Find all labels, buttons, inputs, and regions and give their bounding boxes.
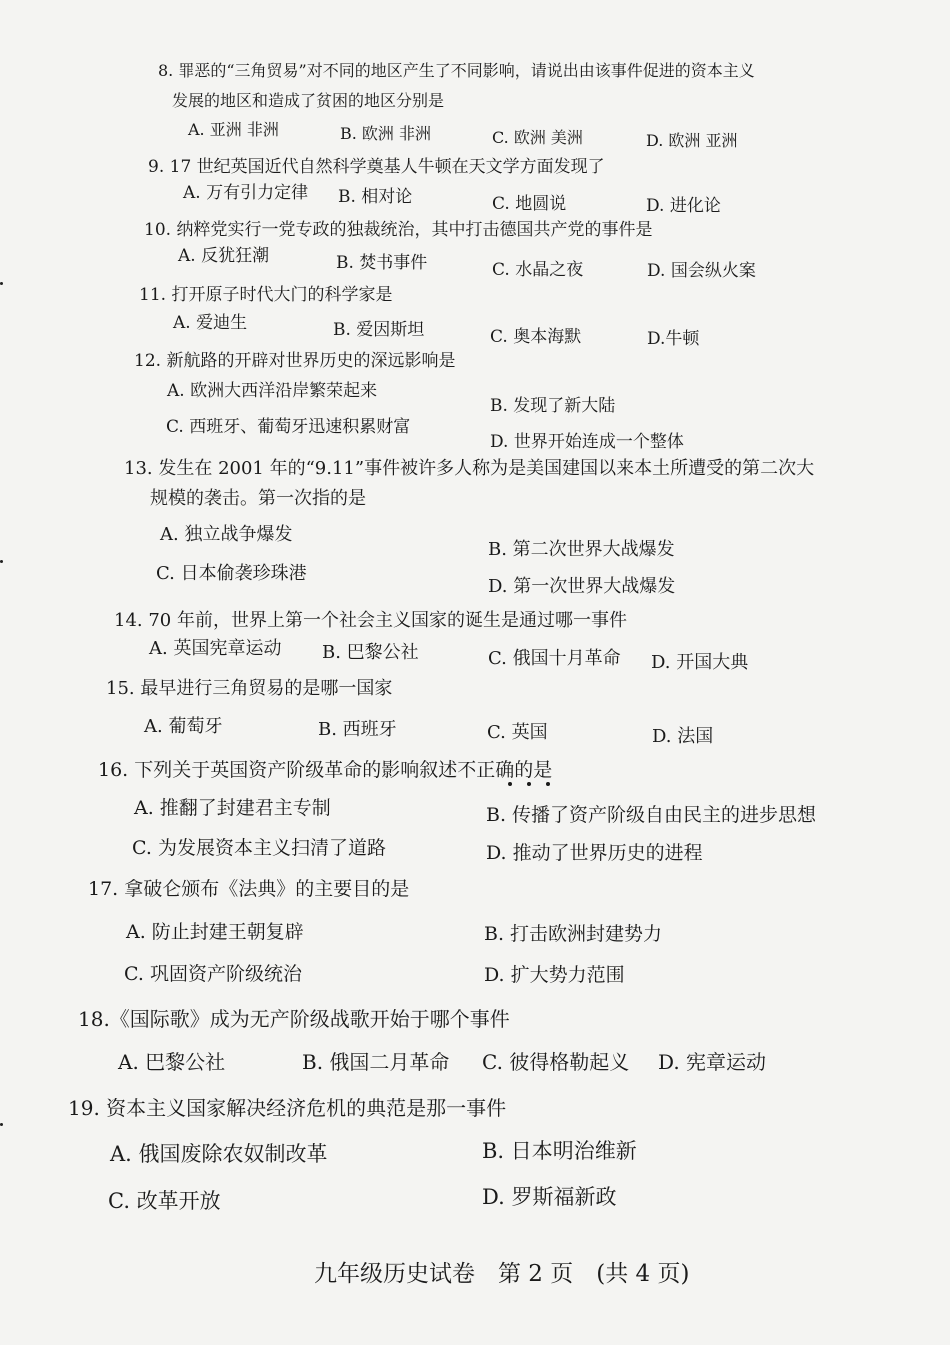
question-15-option-d: D. 法国 [652, 726, 714, 747]
question-14-option-a: A. 英国宪章运动 [149, 638, 282, 659]
question-9-stem: 9. 17 世纪英国近代自然科学奠基人牛顿在天文学方面发现了 [148, 157, 605, 177]
question-15-option-b: B. 西班牙 [318, 719, 397, 740]
question-12-option-d: D. 世界开始连成一个整体 [490, 432, 684, 452]
question-14-stem: 14. 70 年前，世界上第一个社会主义国家的诞生是通过哪一事件 [114, 610, 627, 631]
question-17-stem: 17. 拿破仑颁布《法典》的主要目的是 [88, 878, 410, 900]
question-14-option-c: C. 俄国十月革命 [488, 648, 621, 669]
question-9-option-b: B. 相对论 [338, 187, 413, 207]
question-19-option-d: D. 罗斯福新政 [482, 1185, 617, 1209]
question-9-option-c: C. 地圆说 [492, 194, 567, 214]
question-13-option-a: A. 独立战争爆发 [160, 524, 293, 545]
emphasis-dot [546, 782, 550, 786]
question-11-option-b: B. 爱因斯坦 [333, 320, 425, 340]
question-11-option-c: C. 奥本海默 [490, 327, 582, 347]
scan-mark [0, 282, 3, 285]
page-footer: 九年级历史试卷 第 2 页 (共 4 页) [314, 1261, 690, 1287]
question-17-option-a: A. 防止封建王朝复辟 [126, 921, 304, 943]
question-9-option-d: D. 进化论 [646, 196, 721, 216]
question-18-option-a: A. 巴黎公社 [118, 1050, 226, 1074]
question-10-option-a: A. 反犹狂潮 [178, 246, 270, 266]
question-18-option-d: D. 宪章运动 [658, 1050, 767, 1074]
question-19-option-b: B. 日本明治维新 [482, 1139, 637, 1163]
question-19-option-a: A. 俄国废除农奴制改革 [110, 1142, 328, 1166]
question-12-option-c: C. 西班牙、葡萄牙迅速积累财富 [166, 417, 411, 437]
question-8-stem: 8. 罪恶的“三角贸易”对不同的地区产生了不同影响，请说出由该事件促进的资本主义 [158, 61, 755, 80]
question-16-option-c: C. 为发展资本主义扫清了道路 [132, 837, 386, 859]
question-10-option-c: C. 水晶之夜 [492, 260, 584, 280]
question-14-option-b: B. 巴黎公社 [322, 642, 419, 663]
question-11-option-d: D.牛顿 [647, 329, 700, 349]
question-8-option-b: B. 欧洲 非洲 [340, 124, 432, 143]
question-8-option-d: D. 欧洲 亚洲 [646, 131, 738, 150]
scan-mark [0, 1123, 3, 1126]
question-9-option-a: A. 万有引力定律 [183, 183, 309, 203]
question-14-option-d: D. 开国大典 [651, 652, 749, 673]
question-10-option-b: B. 焚书事件 [336, 253, 428, 273]
question-19-option-c: C. 改革开放 [108, 1189, 221, 1213]
question-18-option-b: B. 俄国二月革命 [302, 1050, 450, 1074]
question-17-option-b: B. 打击欧洲封建势力 [484, 923, 663, 945]
question-8-option-a: A. 亚洲 非洲 [188, 120, 279, 139]
question-15-stem: 15. 最早进行三角贸易的是哪一国家 [106, 678, 393, 699]
question-13-option-d: D. 第一次世界大战爆发 [488, 576, 676, 597]
question-8-stem-cont: 发展的地区和造成了贫困的地区分别是 [172, 91, 445, 110]
question-11-option-a: A. 爱迪生 [173, 313, 248, 333]
question-18-stem: 18.《国际歌》成为无产阶级战歌开始于哪个事件 [78, 1007, 510, 1031]
question-16-option-b: B. 传播了资产阶级自由民主的进步思想 [486, 804, 817, 826]
question-17-option-c: C. 巩固资产阶级统治 [124, 963, 302, 985]
scan-mark [0, 560, 3, 563]
emphasis-dot [527, 782, 531, 786]
question-13-option-c: C. 日本偷袭珍珠港 [156, 563, 307, 584]
question-16-option-a: A. 推翻了封建君主专制 [134, 797, 331, 819]
question-19-stem: 19. 资本主义国家解决经济危机的典范是那一事件 [68, 1096, 507, 1120]
question-13-stem-cont: 规模的袭击。第一次指的是 [150, 488, 366, 509]
question-15-option-a: A. 葡萄牙 [144, 716, 223, 737]
question-8-option-c: C. 欧洲 美洲 [492, 128, 583, 147]
question-12-stem: 12. 新航路的开辟对世界历史的深远影响是 [134, 351, 456, 371]
question-13-option-b: B. 第二次世界大战爆发 [488, 539, 675, 560]
question-17-option-d: D. 扩大势力范围 [484, 964, 625, 986]
question-12-option-b: B. 发现了新大陆 [490, 396, 616, 416]
question-12-option-a: A. 欧洲大西洋沿岸繁荣起来 [167, 381, 378, 401]
question-15-option-c: C. 英国 [487, 722, 548, 743]
question-16-option-d: D. 推动了世界历史的进程 [486, 842, 703, 864]
question-13-stem: 13. 发生在 2001 年的“9.11”事件被许多人称为是美国建国以来本土所遭受的第二次大 [124, 458, 815, 479]
emphasis-dot [508, 782, 512, 786]
question-16-stem: 16. 下列关于英国资产阶级革命的影响叙述不正确的是 [98, 759, 553, 781]
question-10-option-d: D. 国会纵火案 [647, 261, 756, 281]
question-10-stem: 10. 纳粹党实行一党专政的独裁统治，其中打击德国共产党的事件是 [144, 220, 653, 240]
question-11-stem: 11. 打开原子时代大门的科学家是 [139, 285, 393, 305]
question-18-option-c: C. 彼得格勒起义 [482, 1050, 630, 1074]
